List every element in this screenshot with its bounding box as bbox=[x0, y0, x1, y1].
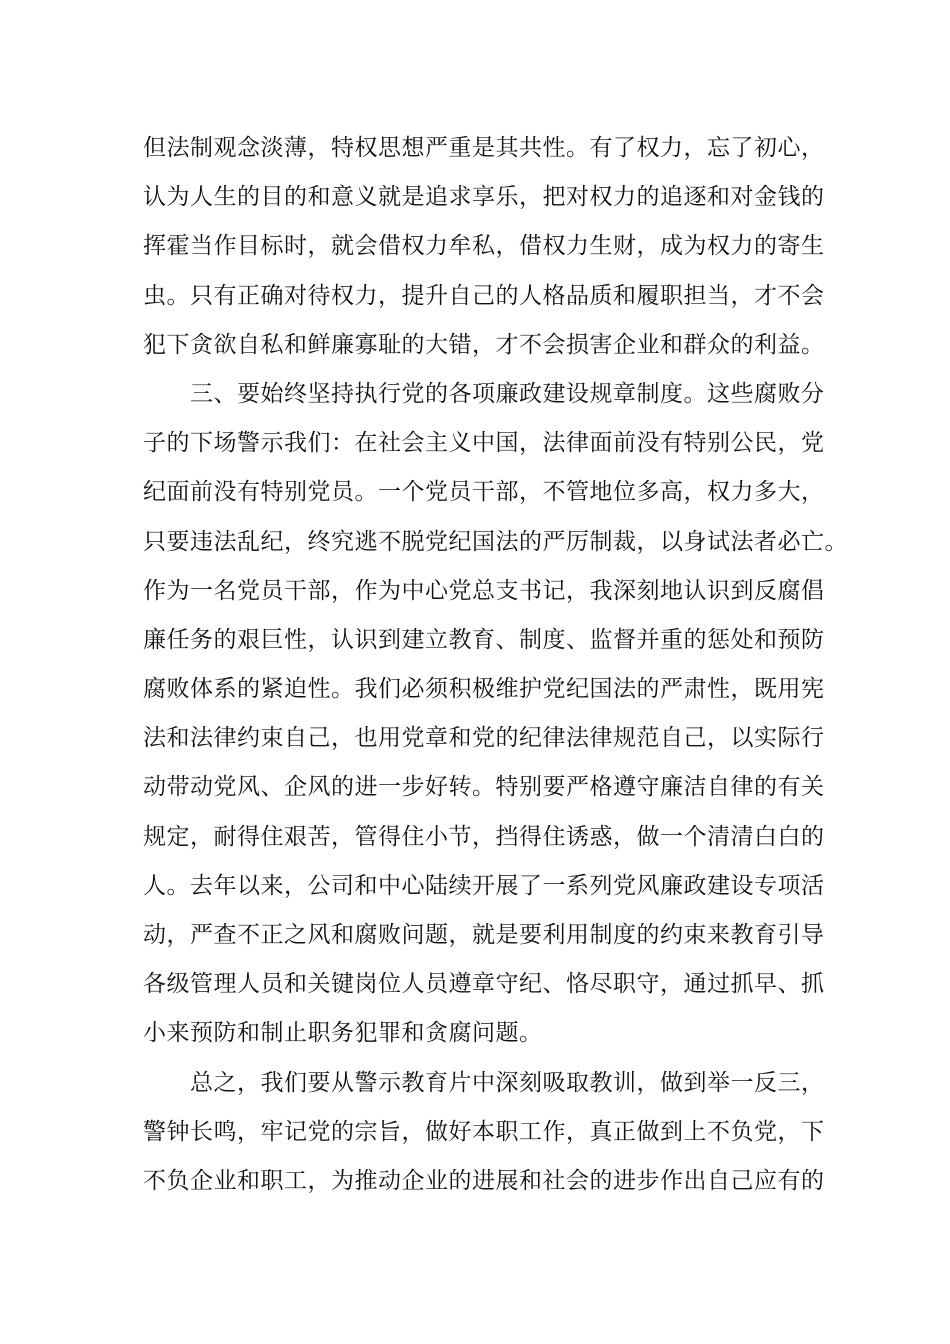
text-line: 动带动党风、企风的进一步好转。特别要严格遵守廉洁自律的有关 bbox=[143, 774, 825, 801]
text-line: 规定，耐得住艰苦，管得住小节，挡得住诱惑，做一个清清白白的 bbox=[143, 823, 825, 850]
text-line: 小来预防和制止职务犯罪和贪腐问题。 bbox=[143, 1020, 543, 1047]
paragraph-start-line: 三、要始终坚持执行党的各项廉政建设规章制度。这些腐败分 bbox=[143, 380, 825, 407]
text-line: 各级管理人员和关键岗位人员遵章守纪、恪尽职守，通过抓早、抓 bbox=[143, 971, 825, 998]
paragraph-start-line: 总之，我们要从警示教育片中深刻吸取教训，做到举一反三， bbox=[143, 1069, 825, 1096]
text-line: 腐败体系的紧迫性。我们必须积极维护党纪国法的严肃性，既用宪 bbox=[143, 676, 825, 703]
text-line: 不负企业和职工，为推动企业的进展和社会的进步作出自己应有的 bbox=[143, 1167, 825, 1194]
text-line: 子的下场警示我们：在社会主义中国，法律面前没有特别公民，党 bbox=[143, 430, 825, 457]
body-text bbox=[143, 131, 848, 1213]
text-line: 人。去年以来，公司和中心陆续开展了一系列党风廉政建设专项活 bbox=[143, 872, 825, 899]
text-line: 犯下贪欲自私和鲜廉寡耻的大错，才不会损害企业和群众的利益。 bbox=[143, 331, 825, 358]
text-line: 警钟长鸣，牢记党的宗旨，做好本职工作，真正做到上不负党，下 bbox=[143, 1118, 825, 1145]
text-line: 动，严查不正之风和腐败问题，就是要利用制度的约束来教育引导 bbox=[143, 922, 825, 948]
text-line: 法和法律约束自己，也用党章和党的纪律法律规范自己，以实际行 bbox=[143, 725, 825, 752]
text-line: 虫。只有正确对待权力，提升自己的人格品质和履职担当，才不会 bbox=[143, 282, 825, 309]
text-line: 廉任务的艰巨性，认识到建立教育、制度、监督并重的惩处和预防 bbox=[143, 626, 825, 653]
text-line: 挥霍当作目标时，就会借权力牟私，借权力生财，成为权力的寄生 bbox=[143, 233, 825, 260]
text-line: 纪面前没有特别党员。一个党员干部，不管地位多高，权力多大， bbox=[143, 479, 825, 506]
text-line: 只要违法乱纪，终究逃不脱党纪国法的严厉制裁，以身试法者必亡。 bbox=[143, 528, 848, 555]
text-line: 但法制观念淡薄，特权思想严重是其共性。有了权力，忘了初心， bbox=[143, 135, 825, 161]
text-line: 作为一名党员干部，作为中心党总支书记，我深刻地认识到反腐倡 bbox=[143, 577, 825, 604]
text-line: 认为人生的目的和意义就是追求享乐，把对权力的追逐和对金钱的 bbox=[143, 184, 825, 211]
